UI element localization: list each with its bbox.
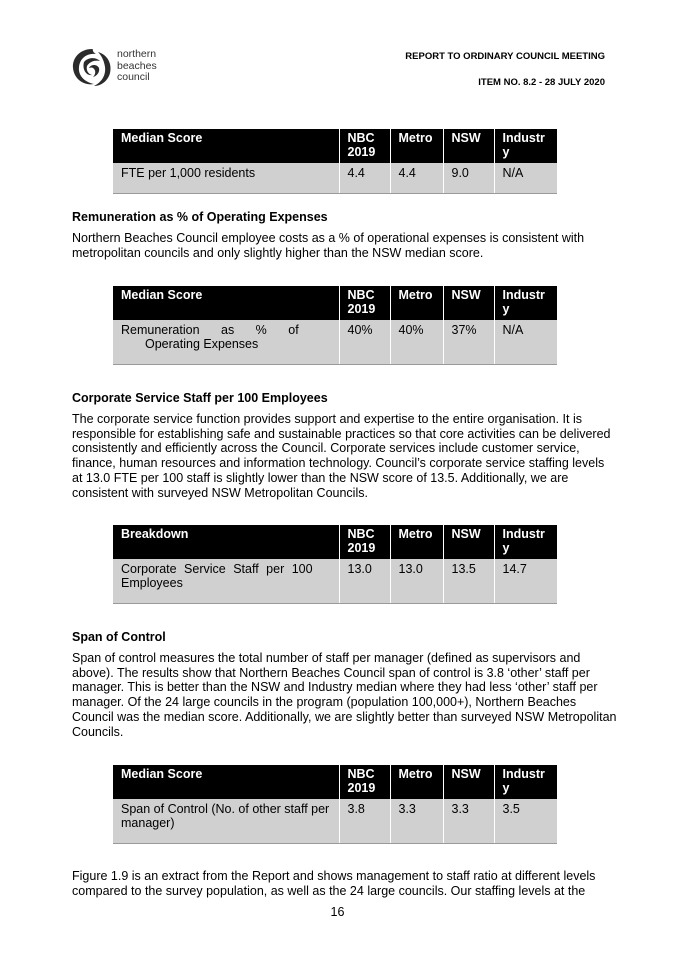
report-title: REPORT TO ORDINARY COUNCIL MEETING <box>405 51 605 62</box>
span-of-control-table <box>113 765 557 844</box>
row-label-line: Remuneration as % of <box>121 323 299 337</box>
table-header-cell: NBC 2019 <box>339 129 390 163</box>
section-body-remuneration: Northern Beaches Council employee costs as a % of operational expenses is consistent with metropolitan councils and only slightly higher than the NSW median score. <box>72 231 585 260</box>
table-cell: 40% <box>390 320 443 364</box>
council-logo-text <box>117 49 157 84</box>
table-cell: 14.7 <box>494 559 557 603</box>
table-header-cell: Metro <box>390 525 443 559</box>
table-header-cell: NBC 2019 <box>339 765 390 799</box>
fte-table <box>113 129 557 194</box>
table-header-cell: Median Score <box>113 129 339 163</box>
table-cell: N/A <box>494 320 557 364</box>
council-logo-icon <box>70 46 114 88</box>
corporate-service-table <box>113 525 557 604</box>
table-cell: 13.0 <box>390 559 443 603</box>
table-header-cell: NSW <box>443 525 494 559</box>
table-header-cell: NBC 2019 <box>339 286 390 320</box>
table-header-cell: NBC 2019 <box>339 525 390 559</box>
table-header-cell: Industr y <box>494 286 557 320</box>
report-item: ITEM NO. 8.2 - 28 JULY 2020 <box>478 77 605 88</box>
section-heading-corporate-service: Corporate Service Staff per 100 Employees <box>72 391 328 405</box>
table-row <box>113 799 557 843</box>
table-header-row <box>113 286 557 320</box>
table-header-row <box>113 525 557 559</box>
table-cell <box>113 320 339 364</box>
table-header-row <box>113 765 557 799</box>
table-cell: 9.0 <box>443 163 494 193</box>
page-number: 16 <box>330 905 345 919</box>
table-cell: 4.4 <box>390 163 443 193</box>
table-row <box>113 163 557 193</box>
table-cell: Corporate Service Staff per 100 Employees <box>113 559 339 603</box>
table-cell: 3.5 <box>494 799 557 843</box>
row-label-line: Operating Expenses <box>145 337 259 351</box>
closing-paragraph: Figure 1.9 is an extract from the Report and shows management to staff ratio at different levels compared to the survey population, as well as the 24 large councils. Our staffing levels at the <box>72 869 596 898</box>
table-header-cell: Industr y <box>494 129 557 163</box>
section-body-span-of-control: Span of control measures the total number of staff per manager (defined as supervisors and above). The results show that Northern Beaches Council span of control is 3.8 ‘other’ staff per manager. This is better than the NSW and Industry median where they had less ‘other’ staff per manager. Of the 24 large councils in the program (population 100,000+), Northern Beaches Council was the median score. Additionally, we are slightly better than surveyed NSW Metropolitan Councils. <box>72 651 617 739</box>
table-cell: 37% <box>443 320 494 364</box>
table-header-cell: Median Score <box>113 286 339 320</box>
table-header-cell: NSW <box>443 765 494 799</box>
table-cell: 13.0 <box>339 559 390 603</box>
table-header-cell: Metro <box>390 129 443 163</box>
table-header-cell: Industr y <box>494 765 557 799</box>
table-header-cell: NSW <box>443 129 494 163</box>
table-header-cell: Industr y <box>494 525 557 559</box>
logo-line-beaches: beaches <box>117 59 157 72</box>
logo-line-council: council <box>117 71 150 83</box>
table-cell: Span of Control (No. of other staff per manager) <box>113 799 339 843</box>
table-row <box>113 320 557 364</box>
table-cell: 3.3 <box>390 799 443 843</box>
section-heading-span-of-control: Span of Control <box>72 630 166 644</box>
table-cell: 13.5 <box>443 559 494 603</box>
table-cell: 3.3 <box>443 799 494 843</box>
report-header <box>405 51 605 103</box>
table-header-cell: Metro <box>390 765 443 799</box>
table-cell: 3.8 <box>339 799 390 843</box>
table-header-cell: Breakdown <box>113 525 339 559</box>
table-cell: FTE per 1,000 residents <box>113 163 339 193</box>
council-logo <box>70 46 180 88</box>
table-cell: 40% <box>339 320 390 364</box>
table-header-cell: Median Score <box>113 765 339 799</box>
logo-line-northern: northern <box>117 48 157 60</box>
table-header-cell: Metro <box>390 286 443 320</box>
section-heading-remuneration: Remuneration as % of Operating Expenses <box>72 210 328 224</box>
table-header-cell: NSW <box>443 286 494 320</box>
table-header-row <box>113 129 557 163</box>
remuneration-table <box>113 286 557 365</box>
table-cell: N/A <box>494 163 557 193</box>
section-body-corporate-service: The corporate service function provides support and expertise to the entire organisation. It is responsible for establishing safe and sustainable practices so that core activities can be delivered consistently and efficiently across the Council. Corporate services include customer service, finance, human resources and information technology. Council’s corporate service staffing levels at 13.0 FTE per 100 staff is slightly lower than the NSW score of 13.5. Additionally, we are consistent with surveyed NSW Metropolitan Councils. <box>72 412 611 500</box>
table-row <box>113 559 557 603</box>
table-cell: 4.4 <box>339 163 390 193</box>
